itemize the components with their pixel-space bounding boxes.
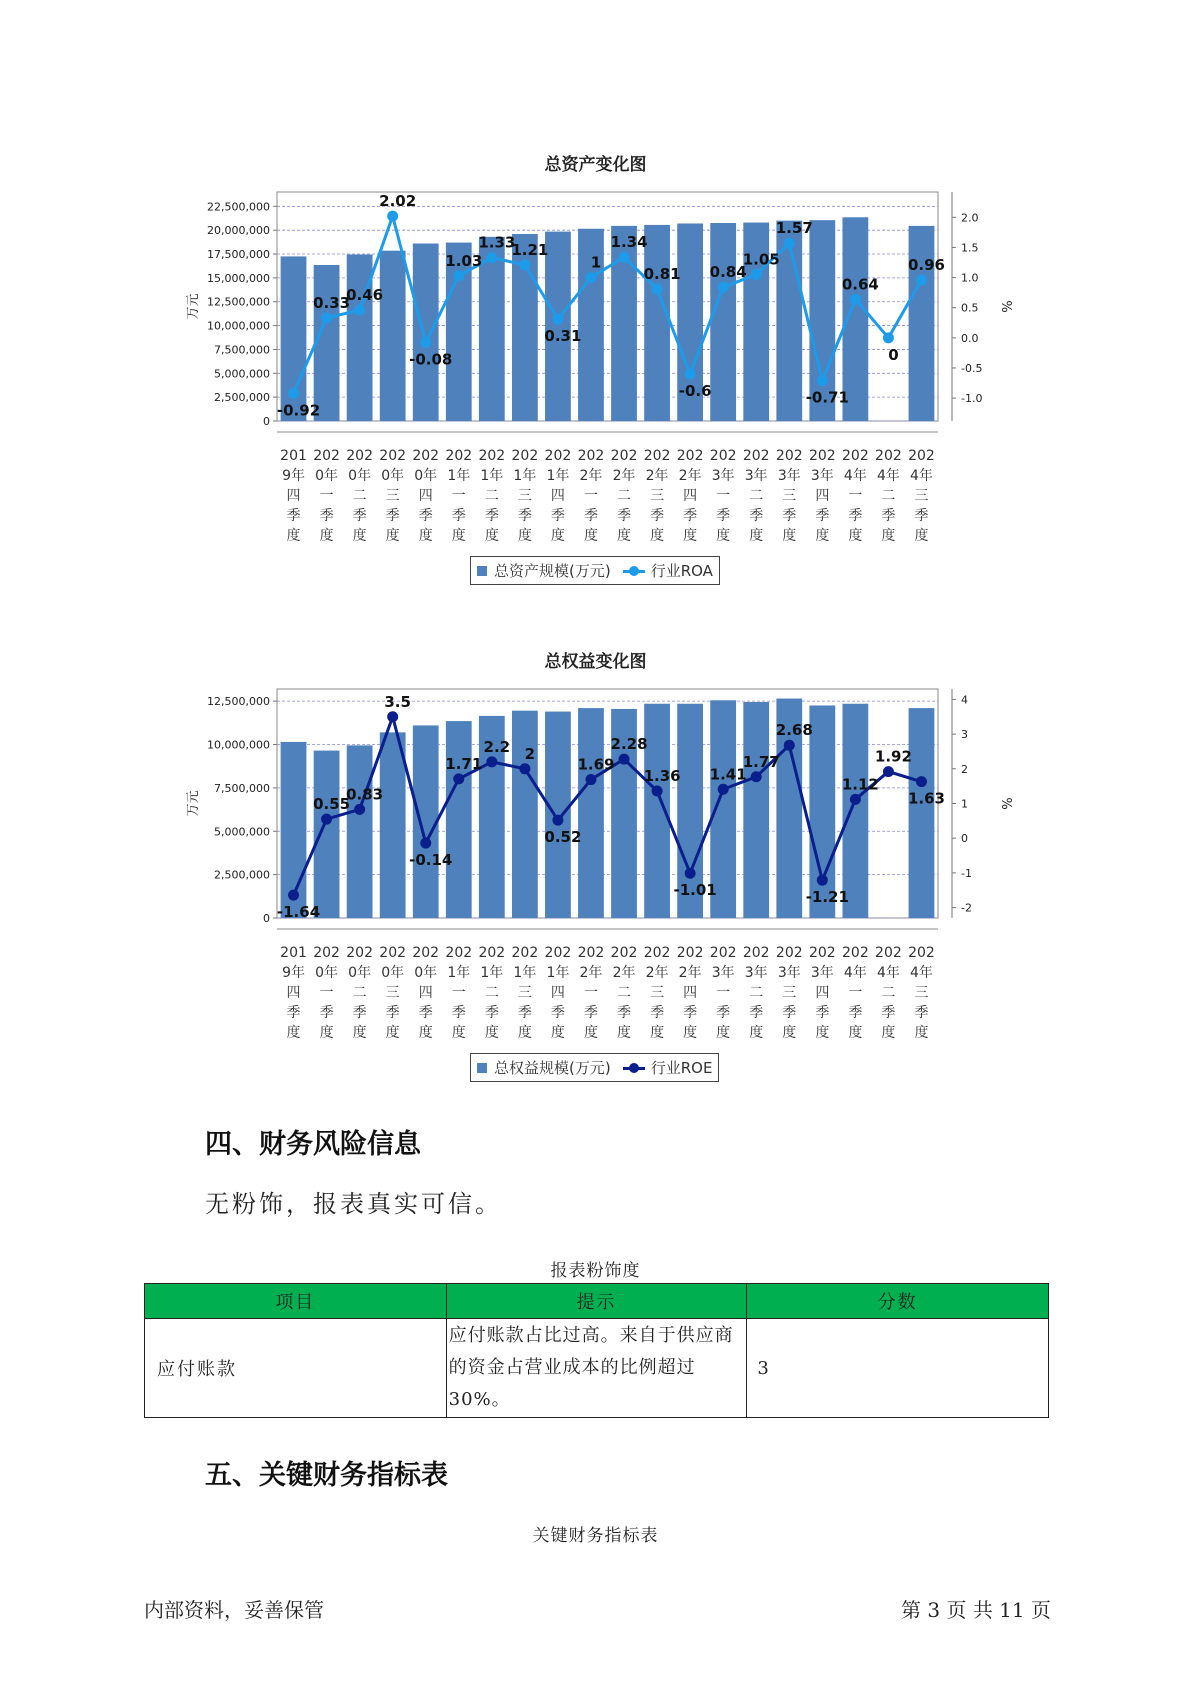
data-point: [321, 814, 332, 825]
x-tick-label: 202 2年一季度: [577, 448, 605, 544]
data-label: 1.34: [610, 233, 648, 252]
data-point: [585, 774, 596, 785]
x-tick-label: 202 2年四季度: [676, 448, 704, 544]
left-tick-label: 10,000,000: [207, 319, 270, 333]
x-tick-label: 202 2年三季度: [643, 448, 671, 544]
data-point: [817, 375, 828, 386]
left-axis-label: 万元: [186, 790, 201, 817]
x-tick-label: 202 1年四季度: [544, 448, 572, 544]
data-point: [817, 875, 828, 886]
footer-left: 内部资料，妥善保管: [144, 1598, 324, 1622]
data-point: [420, 337, 431, 348]
data-point: [850, 294, 861, 305]
data-label: -1.64: [276, 903, 321, 922]
data-label: 0: [888, 345, 899, 364]
data-label: 1.71: [445, 754, 483, 773]
x-tick-label: 202 1年三季度: [511, 448, 539, 544]
x-tick-label: 202 3年四季度: [808, 945, 836, 1041]
data-point: [552, 314, 563, 325]
equity-chart-title: 总权益变化图: [544, 652, 647, 672]
data-label: 1.33: [478, 233, 516, 252]
data-point: [420, 838, 431, 849]
x-tick-label: 202 0年三季度: [379, 448, 407, 544]
right-tick-label: 3: [961, 728, 968, 742]
left-tick-label: 5,000,000: [214, 825, 270, 839]
x-tick-label: 201 9年四季度: [280, 448, 307, 544]
data-point: [718, 784, 729, 795]
right-tick-label: 2.0: [961, 211, 979, 225]
risk-table-caption: 报表粉饰度: [550, 1261, 641, 1281]
data-label: 0.52: [544, 828, 582, 847]
data-point: [354, 804, 365, 815]
x-tick-label: 202 2年三季度: [643, 945, 671, 1041]
data-label: 1.63: [907, 789, 945, 808]
bar: [842, 704, 868, 918]
right-tick-label: 0: [961, 832, 968, 846]
risk-table: [144, 1283, 1049, 1418]
x-tick-label: 202 0年四季度: [412, 448, 440, 544]
equity-chart-legend: [470, 1053, 719, 1082]
data-label: -0.14: [409, 851, 453, 870]
data-point: [619, 252, 630, 263]
data-point: [387, 711, 398, 722]
section5-heading: 五、关键财务指标表: [205, 1460, 448, 1491]
left-tick-label: 22,500,000: [207, 200, 270, 214]
bar: [347, 745, 373, 918]
data-label: 0.81: [643, 265, 681, 284]
right-tick-label: 0.0: [961, 331, 979, 345]
x-tick-label: 202 0年三季度: [379, 945, 407, 1041]
indicator-table-caption: 关键财务指标表: [532, 1526, 659, 1546]
right-tick-label: 1.0: [961, 271, 979, 285]
data-point: [552, 815, 563, 826]
line-legend-swatch: [623, 566, 645, 576]
x-tick-label: 202 0年二季度: [346, 448, 373, 544]
x-tick-label: 202 2年二季度: [610, 945, 638, 1041]
data-label: 2: [524, 744, 536, 763]
column-header-item: 项目: [145, 1284, 447, 1319]
right-tick-label: 2: [961, 762, 968, 776]
data-label: 0.46: [346, 286, 384, 305]
x-tick-label: 202 0年二季度: [346, 945, 373, 1041]
x-tick-label: 202 3年三季度: [775, 945, 803, 1041]
data-label: 0.55: [313, 795, 351, 814]
data-label: 0.84: [709, 263, 747, 282]
line-legend-label: 行业ROA: [650, 562, 713, 580]
data-label: 0.83: [346, 785, 384, 804]
bar: [909, 708, 935, 918]
x-tick-label: 202 2年一季度: [577, 945, 605, 1041]
footer-page-number: 第 3 页 共 11 页: [901, 1598, 1051, 1622]
data-point: [486, 756, 497, 767]
bar: [314, 751, 340, 918]
left-tick-label: 7,500,000: [214, 343, 270, 357]
row-item: 应付账款: [145, 1319, 447, 1418]
plot-area: [277, 689, 938, 918]
data-label: -0.71: [805, 388, 849, 407]
left-tick-label: 0: [263, 415, 270, 428]
left-tick-label: 12,500,000: [207, 295, 270, 309]
data-point: [519, 763, 530, 774]
bar: [710, 223, 736, 421]
data-point: [883, 766, 894, 777]
x-tick-label: 202 4年二季度: [875, 448, 902, 544]
asset-chart-legend: [470, 556, 720, 585]
right-tick-label: -1: [961, 866, 972, 880]
left-tick-label: 7,500,000: [214, 781, 270, 795]
data-point: [652, 284, 663, 295]
data-point: [354, 305, 365, 316]
left-tick-label: 12,500,000: [207, 695, 270, 709]
data-point: [652, 786, 663, 797]
data-point: [288, 388, 299, 399]
left-tick-label: 2,500,000: [214, 391, 270, 405]
bar: [380, 732, 406, 918]
data-label: 0.33: [313, 293, 351, 312]
bar: [413, 244, 439, 421]
data-point: [486, 252, 497, 263]
data-label: 1.12: [841, 775, 879, 794]
right-tick-label: -0.5: [961, 361, 983, 375]
data-label: -0.6: [678, 381, 712, 400]
left-tick-label: 0: [263, 912, 270, 925]
data-point: [751, 269, 762, 280]
bar-legend-swatch: [477, 1063, 487, 1073]
data-label: 2.28: [610, 735, 648, 754]
data-label: 1.41: [709, 765, 747, 784]
right-tick-label: 0.5: [961, 301, 979, 315]
right-tick-label: 1: [961, 797, 968, 811]
bar: [809, 705, 835, 918]
data-label: 2.02: [379, 192, 417, 211]
column-header-hint: 提示: [446, 1284, 747, 1319]
data-point: [751, 771, 762, 782]
table-row: [145, 1319, 1049, 1418]
line-legend-label: 行业ROE: [650, 1059, 713, 1077]
data-label: 1: [590, 253, 602, 272]
row-hint: 应付账款占比过高。来自于供应商的资金占营业成本的比例超过30%。: [446, 1319, 747, 1418]
data-point: [916, 274, 927, 285]
bar: [644, 225, 670, 421]
x-tick-label: 202 3年一季度: [709, 448, 737, 544]
data-point: [288, 890, 299, 901]
section4-paragraph: 无粉饰，报表真实可信。: [205, 1190, 502, 1218]
data-label: 3.5: [384, 692, 411, 711]
data-point: [619, 754, 630, 765]
data-label: 0.96: [907, 255, 945, 274]
right-axis-label: %: [998, 300, 1013, 313]
x-tick-label: 202 4年三季度: [908, 945, 935, 1041]
data-label: 1.77: [742, 752, 780, 771]
x-tick-label: 202 1年二季度: [478, 945, 506, 1041]
data-label: 0.64: [841, 275, 879, 294]
data-label: 1.92: [874, 747, 912, 766]
left-tick-label: 10,000,000: [207, 738, 270, 752]
data-label: 1.69: [577, 755, 615, 774]
x-tick-label: 202 0年一季度: [313, 448, 340, 544]
data-point: [718, 282, 729, 293]
row-score: 3: [747, 1319, 1049, 1418]
right-tick-label: -1.0: [961, 392, 983, 406]
x-tick-label: 202 4年二季度: [875, 945, 902, 1041]
bar: [578, 708, 604, 918]
data-point: [585, 272, 596, 283]
right-tick-label: -2: [961, 901, 972, 915]
data-point: [784, 238, 795, 249]
left-tick-label: 2,500,000: [214, 868, 270, 882]
x-tick-label: 202 2年四季度: [676, 945, 704, 1041]
x-tick-label: 202 2年二季度: [610, 448, 638, 544]
x-tick-label: 202 0年四季度: [412, 945, 440, 1041]
data-point: [387, 211, 398, 222]
x-tick-label: 202 0年一季度: [313, 945, 340, 1041]
data-label: 2.2: [483, 737, 511, 756]
data-label: 1.57: [775, 219, 813, 238]
bar-legend-label: 总权益规模(万元): [494, 1059, 611, 1077]
right-axis-label: %: [998, 797, 1013, 810]
section4-heading: 四、财务风险信息: [205, 1129, 421, 1160]
data-label: 1.03: [445, 251, 483, 270]
left-tick-label: 15,000,000: [207, 271, 270, 285]
x-tick-label: 202 3年二季度: [742, 448, 770, 544]
bar: [479, 237, 505, 421]
bar: [347, 254, 373, 421]
x-tick-label: 202 3年一季度: [709, 945, 737, 1041]
plot-area: [277, 192, 938, 421]
left-tick-label: 20,000,000: [207, 224, 270, 238]
left-tick-label: 17,500,000: [207, 248, 270, 262]
x-tick-label: 201 9年四季度: [280, 945, 307, 1041]
asset-chart: [0, 180, 1191, 580]
data-label: -0.92: [276, 401, 321, 420]
data-point: [916, 776, 927, 787]
data-label: 2.68: [775, 721, 813, 740]
x-tick-label: 202 3年三季度: [775, 448, 803, 544]
data-point: [519, 259, 530, 270]
x-tick-label: 202 1年一季度: [445, 945, 473, 1041]
x-tick-label: 202 1年三季度: [511, 945, 539, 1041]
data-label: -1.01: [673, 881, 717, 900]
left-tick-label: 5,000,000: [214, 367, 270, 381]
data-point: [850, 794, 861, 805]
equity-chart: [0, 677, 1191, 1077]
bar-legend-label: 总资产规模(万元): [494, 562, 611, 580]
bar: [446, 721, 472, 918]
data-label: 1.21: [511, 240, 549, 259]
asset-chart-title: 总资产变化图: [544, 155, 647, 175]
data-point: [784, 740, 795, 751]
x-tick-label: 202 3年二季度: [742, 945, 770, 1041]
column-header-score: 分数: [747, 1284, 1049, 1319]
x-tick-label: 202 1年一季度: [445, 448, 473, 544]
data-label: 0.31: [544, 327, 582, 346]
data-label: 1.36: [643, 767, 681, 786]
data-point: [321, 312, 332, 323]
data-label: 1.05: [742, 250, 780, 269]
right-tick-label: 1.5: [961, 241, 979, 255]
bar: [380, 251, 406, 421]
right-tick-label: 4: [961, 693, 968, 707]
bar: [314, 265, 340, 421]
x-tick-label: 202 4年三季度: [908, 448, 935, 544]
line-legend-swatch: [623, 1063, 645, 1073]
bar: [512, 711, 538, 918]
data-point: [685, 868, 696, 879]
data-label: -0.08: [409, 350, 453, 369]
bar: [743, 702, 769, 918]
x-tick-label: 202 1年二季度: [478, 448, 506, 544]
x-tick-label: 202 1年四季度: [544, 945, 572, 1041]
bar-legend-swatch: [477, 566, 487, 576]
x-tick-label: 202 3年四季度: [808, 448, 836, 544]
x-tick-label: 202 4年一季度: [842, 945, 869, 1041]
data-point: [685, 368, 696, 379]
risk-table-header-row: [145, 1284, 1049, 1319]
left-axis-label: 万元: [186, 293, 201, 320]
data-point: [453, 270, 464, 281]
data-point: [883, 332, 894, 343]
data-point: [453, 773, 464, 784]
x-tick-label: 202 4年一季度: [842, 448, 869, 544]
bar: [413, 725, 439, 918]
data-label: -1.21: [805, 888, 849, 907]
